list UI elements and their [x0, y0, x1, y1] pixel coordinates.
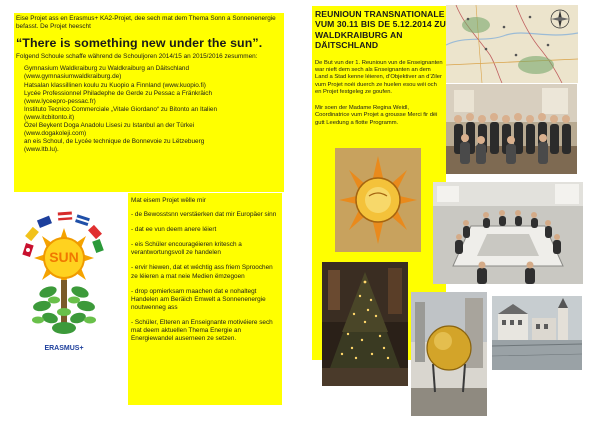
sun-erasmus-logo: [18, 210, 114, 362]
school-line: an eis Schoul, de Lycée technique de Bonnevoie zu Lëtzebuerg: [24, 138, 205, 146]
meeting-room-photo: [433, 182, 583, 284]
school-line: Gymnasium Waldkraiburg zu Waldkraiburg an Däitschland: [24, 65, 190, 73]
project-headline: “There is something new under the sun”.: [16, 36, 263, 51]
goal-item: - de Bewosstsnn verstäerken dat mir Europäer sinn: [131, 211, 277, 219]
school-line: Hatsalan klassillinen koulu zu Kuopio a Finnland (www.kuopio.fi): [24, 81, 206, 89]
sun-logo-icon: [18, 210, 114, 362]
goal-item: - dat ee vun deem anere léiert: [131, 226, 217, 234]
schools-intro: Folgend Schoule schaffe während de Schouljoren 2014/15 an 2015/2016 zesummen:: [16, 53, 258, 61]
school-line: (www.ltb.lu).: [24, 146, 59, 154]
group-photo: [446, 84, 577, 174]
reunion-title: REUNIOUN TRANSNATIONALE VUM 30.11 BIS DE 5.12.2014 ZU WALDKRAIBURG AN DÄITSCHLAND: [315, 9, 446, 51]
intro-paragraph: Eise Projet ass en Erasmus+ KA2-Projet, dee sech mat dem Thema Sonn a Sonnenenergie befasst. De Projet heescht: [16, 15, 276, 31]
reunion-paragraph-2: Mir soen der Madame Regina Weidl, Coordinatrice vum Projet a grousse Merci fir dëi gutt Leedung a flotte Programm.: [315, 105, 438, 126]
school-line: Lycée Professionnel Philadephe de Gerde zu Pessac a Fränkräich: [24, 89, 213, 97]
erasmus-logo-text: ERASMUS+: [44, 345, 84, 352]
christmas-tree-photo: [322, 262, 408, 386]
school-line: (www.gymnasiumwaldkraiburg.de): [24, 73, 122, 81]
goals-block: [128, 193, 282, 405]
schools-list: [24, 65, 276, 154]
sun-sculpture-photo: [335, 148, 421, 252]
school-line: Instituto Tecnico Commerciale „Vitale Giordano“ zu Bitonto an Italien: [24, 105, 218, 113]
goal-item: - eis Schüler encouragéieren kritesch a verantwortungsvoll ze handelen: [131, 241, 242, 257]
school-line: Özel Beykent Doga Anadolu Lisesi zu Istanbul an der Türkei: [24, 122, 195, 130]
goal-item: - Schüler, Elteren an Enseignante motivéiere sech mat deem aktuellen Thema Energie an Energiewandel auserneen ze setzen.: [131, 318, 273, 343]
goals-lead: Mat eisem Projet wëlle mir: [131, 197, 206, 204]
sun-logo-text: SUN: [49, 249, 79, 265]
school-line: (www.itcbitonto.it): [24, 113, 75, 121]
goals-list: [128, 211, 282, 343]
reunion-paragraph-1: De But vun der 1. Reunioun vun de Enseignanten war nieft dem sech als Enseignanten an dem Land a Stad kenne léieren, d’Objektiver an d’Ziler vum Projet noéi duerch ze huelen esou wéi och en Projet festgeleg ze goufen.: [315, 59, 443, 95]
golden-sphere-photo: [411, 292, 487, 416]
town-harbour-photo: [492, 296, 582, 370]
goal-item: - drop opmierksam maachen dat e nohaltegt Handelen am Beräich Emwelt a Sonnenenergie noutwenneg ass: [131, 287, 266, 311]
school-line: (www.dogakoleji.com): [24, 130, 87, 138]
tree-graphic: [32, 280, 96, 334]
goal-item: - ervir hiewen, dat et wéchtig ass friem Sproochen ze léieren a mat neie Medien ëmzegoen: [131, 264, 273, 280]
germany-map-photo: [446, 5, 578, 83]
intro-block: [14, 13, 284, 192]
school-line: (www.lyceepro-pessac.fr): [24, 97, 96, 105]
